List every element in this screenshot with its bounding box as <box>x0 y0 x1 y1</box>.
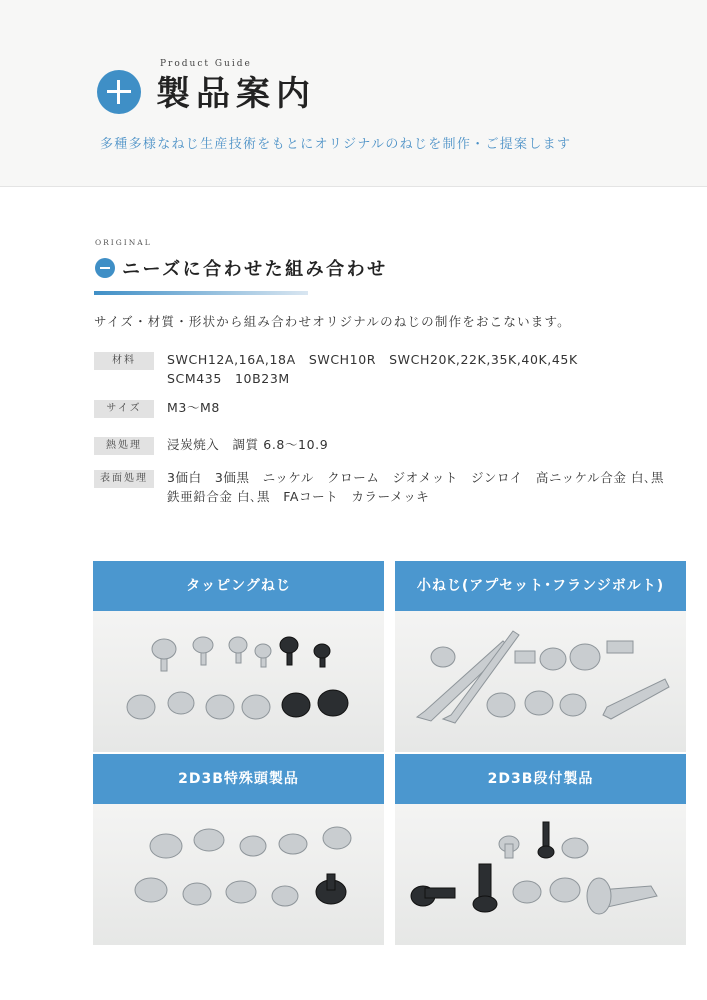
product-photo <box>395 804 686 945</box>
product-photo <box>93 804 384 945</box>
section-intro: サイズ・材質・形状から組み合わせオリジナルのねじの制作をおこないます。 <box>94 314 571 329</box>
product-card-tapping-screws <box>93 561 384 752</box>
product-card-stepped <box>395 754 686 945</box>
section-title: ニーズに合わせた組み合わせ <box>122 259 388 280</box>
spec-value <box>167 350 578 388</box>
product-card-special-head <box>93 754 384 945</box>
spec-label: 表面処理 <box>94 470 154 488</box>
product-photo <box>93 611 384 752</box>
spec-value-line: SWCH12A,16A,18A SWCH10R SWCH20K,22K,35K,40K,45K <box>167 352 578 367</box>
spec-label: 熱処理 <box>94 437 154 455</box>
header-label-en: Product Guide <box>160 59 252 69</box>
spec-value <box>167 398 220 417</box>
spec-label: サイズ <box>94 400 154 418</box>
spec-value-line: M3〜M8 <box>167 400 220 415</box>
plus-icon <box>97 70 141 114</box>
spec-label: 材料 <box>94 352 154 370</box>
product-card-title: タッピングねじ <box>93 561 384 611</box>
product-photo <box>395 611 686 752</box>
page-title: 製品案内 <box>156 74 316 114</box>
section-label-en: ORIGINAL <box>95 238 152 247</box>
page-subtitle: 多種多様なねじ生産技術をもとにオリジナルのねじを制作・ご提案します <box>100 137 572 152</box>
spec-value-line: SCM435 10B23M <box>167 371 290 386</box>
spec-value <box>167 435 328 454</box>
spec-value <box>167 468 664 506</box>
spec-value-line: 浸炭焼入 調質 6.8〜10.9 <box>167 437 329 452</box>
spec-value-line: 3価白 3価黒 ニッケル クローム ジオメット ジンロイ 高ニッケル合金 白､黒 <box>167 470 665 485</box>
product-card-title: 2D3B段付製品 <box>395 754 686 804</box>
product-card-title: 2D3B特殊頭製品 <box>93 754 384 804</box>
minus-icon <box>95 258 115 278</box>
product-card-machine-screws <box>395 561 686 752</box>
section-rule <box>94 291 308 295</box>
spec-value-line: 鉄亜鉛合金 白､黒 FAコート カラーメッキ <box>167 489 430 504</box>
divider <box>0 186 707 187</box>
product-card-title: 小ねじ(アプセット･フランジボルト) <box>395 561 686 611</box>
